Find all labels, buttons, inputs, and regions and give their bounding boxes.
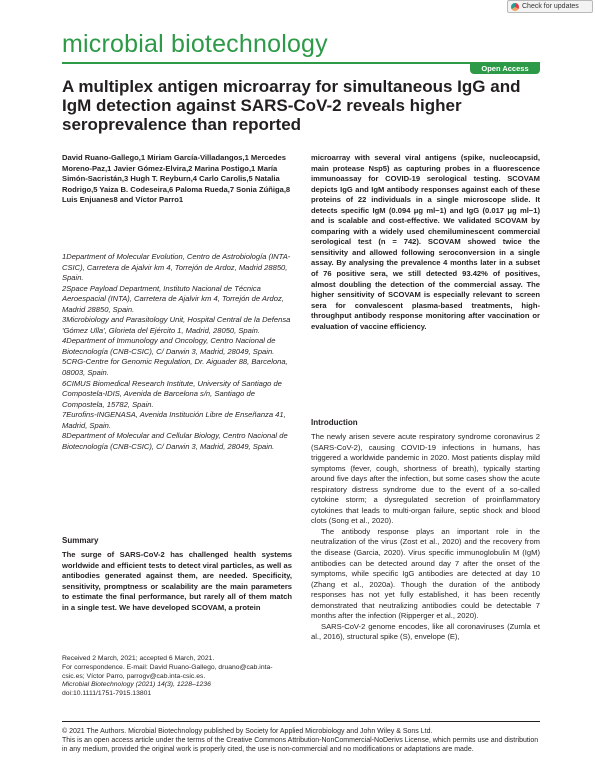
introduction-body <box>311 432 540 643</box>
affiliations <box>62 252 292 452</box>
journal-name: microbial biotechnology <box>62 30 328 58</box>
affiliation-1: 1Department of Molecular Evolution, Centro de Astrobiología (INTA-CSIC), Carretera de Ajalvir km 4, Torrejón de Ardoz, Madrid 28850, Spain. <box>62 252 291 283</box>
license-text: This is an open access article under the terms of the Creative Commons Attribution-NonCommercial-NoDerivs License, which permits use and distribution in any medium, provided the original work is properly cited, the use is non-commercial and no modifications or adaptations are made. <box>62 736 539 753</box>
copyright-line: © 2021 The Authors. Microbial Biotechnology published by Society for Applied Microbiology and John Wiley & Sons Ltd. <box>62 728 433 735</box>
correspondence: For correspondence. E-mail: David Ruano-Gallego, druano@cab.inta-csic.es; Víctor Parro, parrogv@cab.inta-csic.es. <box>62 663 273 680</box>
intro-paragraph-2: The antibody response plays an important role in the neutralization of the virus (Zost et al., 2020) and the recovery from the disease (Garcia, 2020). Virus specific immunoglobulin M (IgM) antibodies can be detected around day 7 after the onset of the symptoms, while specific IgG antibodies are detected at day 10 (Zhang et al., 2020a). Though the duration of the antibody responses has not yet fully established, it has been recently demonstrated that neutralizing antibodies could be detectable 7 months after the infection (Ripperger et al., 2020). <box>311 526 540 621</box>
author-list: David Ruano-Gallego,1 Miriam García-Villadangos,1 Mercedes Moreno-Paz,1 Javier Gómez-Elvira,2 Marina Postigo,1 María Simón-Sacristán,3 Hugh T. Reyburn,4 Carlo Carolis,5 Natalia Rodrigo,5 Yaiza B. Codeseira,6 Paloma Rueda,7 Sonia Zúñiga,8 Luis Enjuanes8 and Víctor Parro1 <box>62 153 291 205</box>
article-title: A multiplex antigen microarray for simultaneous IgG and IgM detection against SARS-CoV-2 reveals higher seroprevalence than reported <box>62 77 521 134</box>
footer-divider <box>62 721 540 722</box>
intro-paragraph-1: The newly arisen severe acute respiratory syndrome coronavirus 2 (SARS-CoV-2), causing COVID-19 infections in humans, has triggered a worldwide pandemic in 2020. Most patients display mild symptoms (fever, cough, shortness of breath), typically starting around five days after the infection, but some cases show the acute respiratory distress syndrome due to the event of a so-called cytokine storm; a dysregulated secretion of proinflammatory cytokines that leads to multi-organ failure, septic shock and blood clots (Song et al., 2020). <box>311 432 540 526</box>
check-updates-label: Check for updates <box>522 3 579 10</box>
affiliation-8: 8Department of Molecular and Cellular Biology, Centro Nacional de Biotecnología (CNB-CSIC), C/ Darwin 3, Madrid, 28049, Spain. <box>62 431 288 451</box>
affiliation-7: 7Eurofins-INGENASA, Avenida Institución Libre de Enseñanza 41, Madrid, Spain. <box>62 410 286 430</box>
header-divider <box>62 62 540 64</box>
affiliation-2: 2Space Payload Department, Instituto Nacional de Técnica Aeroespacial (INTA), Carretera de Ajalvir km 4, Torrejón de Ardoz, Madrid 28850, Spain. <box>62 283 284 314</box>
check-for-updates-button[interactable] <box>507 0 593 13</box>
received-dates: Received 2 March, 2021; accepted 6 March, 2021. <box>62 655 215 662</box>
update-icon <box>511 3 519 11</box>
doi: doi:10.1111/1751-7915.13801 <box>62 690 152 698</box>
summary-text-part1: The surge of SARS-CoV-2 has challenged health systems worldwide and efficient tests to detect viral particles, as well as antibodies generated against them, are needed. Specificity, sensitivity, promptness or scalability are the main parameters to estimate the final performance, but rarely all of them match in a single test. We have developed SCOVAM, a protein <box>62 550 292 612</box>
license-footer <box>62 728 540 754</box>
citation: Microbial Biotechnology (2021) 14(3), 1228–1236 <box>62 681 211 689</box>
summary-heading: Summary <box>62 536 99 545</box>
affiliation-5: 5CRG-Centre for Genomic Regulation, Dr. Aiguader 88, Barcelona, 08003, Spain. <box>62 357 288 378</box>
intro-paragraph-3: SARS-CoV-2 genome encodes, like all coronaviruses (Zumla et al., 2016), structural spike (S), envelope (E), <box>311 621 540 642</box>
received-info <box>62 655 292 699</box>
open-access-badge: Open Access <box>470 63 540 74</box>
introduction-heading: Introduction <box>311 418 358 427</box>
affiliation-6: 6CIMUS Biomedical Research Institute, University of Santiago de Compostela-IDIS, Avenida de Barcelona s/n, Santiago de Compostela, 15782, Spain. <box>62 378 282 409</box>
summary-text-part2: microarray with several viral antigens (spike, nucleocapsid, main protease Nsp5) as capturing probes in a fluorescence immunoassay for COVID-19 serological testing. SCOVAM depicts IgG and IgM antibody responses against each of these proteins of 22 individuals in a single microscope slide. It detects specific IgM (0.094 μg ml−1) and IgG (0.017 μg ml−1) and is scalable and cost-effective. We validated SCOVAM by comparing with a widely used chemiluminescent commercial serological test (n = 742). SCOVAM showed twice the sensitivity and allowed following seroconversion in a single assay. By analysing the prevalence 4 months later in a subset of 76 positive sera, we still detected 93.42% of positives, almost doubling the detection of the commercial assay. The higher sensitivity of SCOVAM is especially relevant to screen sera for convalescent plasma-based treatments, high-throughput antibody response monitoring after vaccination or evaluation of vaccine efficiency. <box>311 153 540 331</box>
affiliation-4: 4Department of Immunology and Oncology, Centro Nacional de Biotecnología (CNB-CSIC), C/ Darwin 3, Madrid, 28049, Spain. <box>62 336 276 356</box>
affiliation-3: 3Microbiology and Parasitology Unit, Hospital Central de la Defensa 'Gómez Ulla', Glorieta del Ejército 1, Madrid, 28050, Spain. <box>62 315 291 335</box>
